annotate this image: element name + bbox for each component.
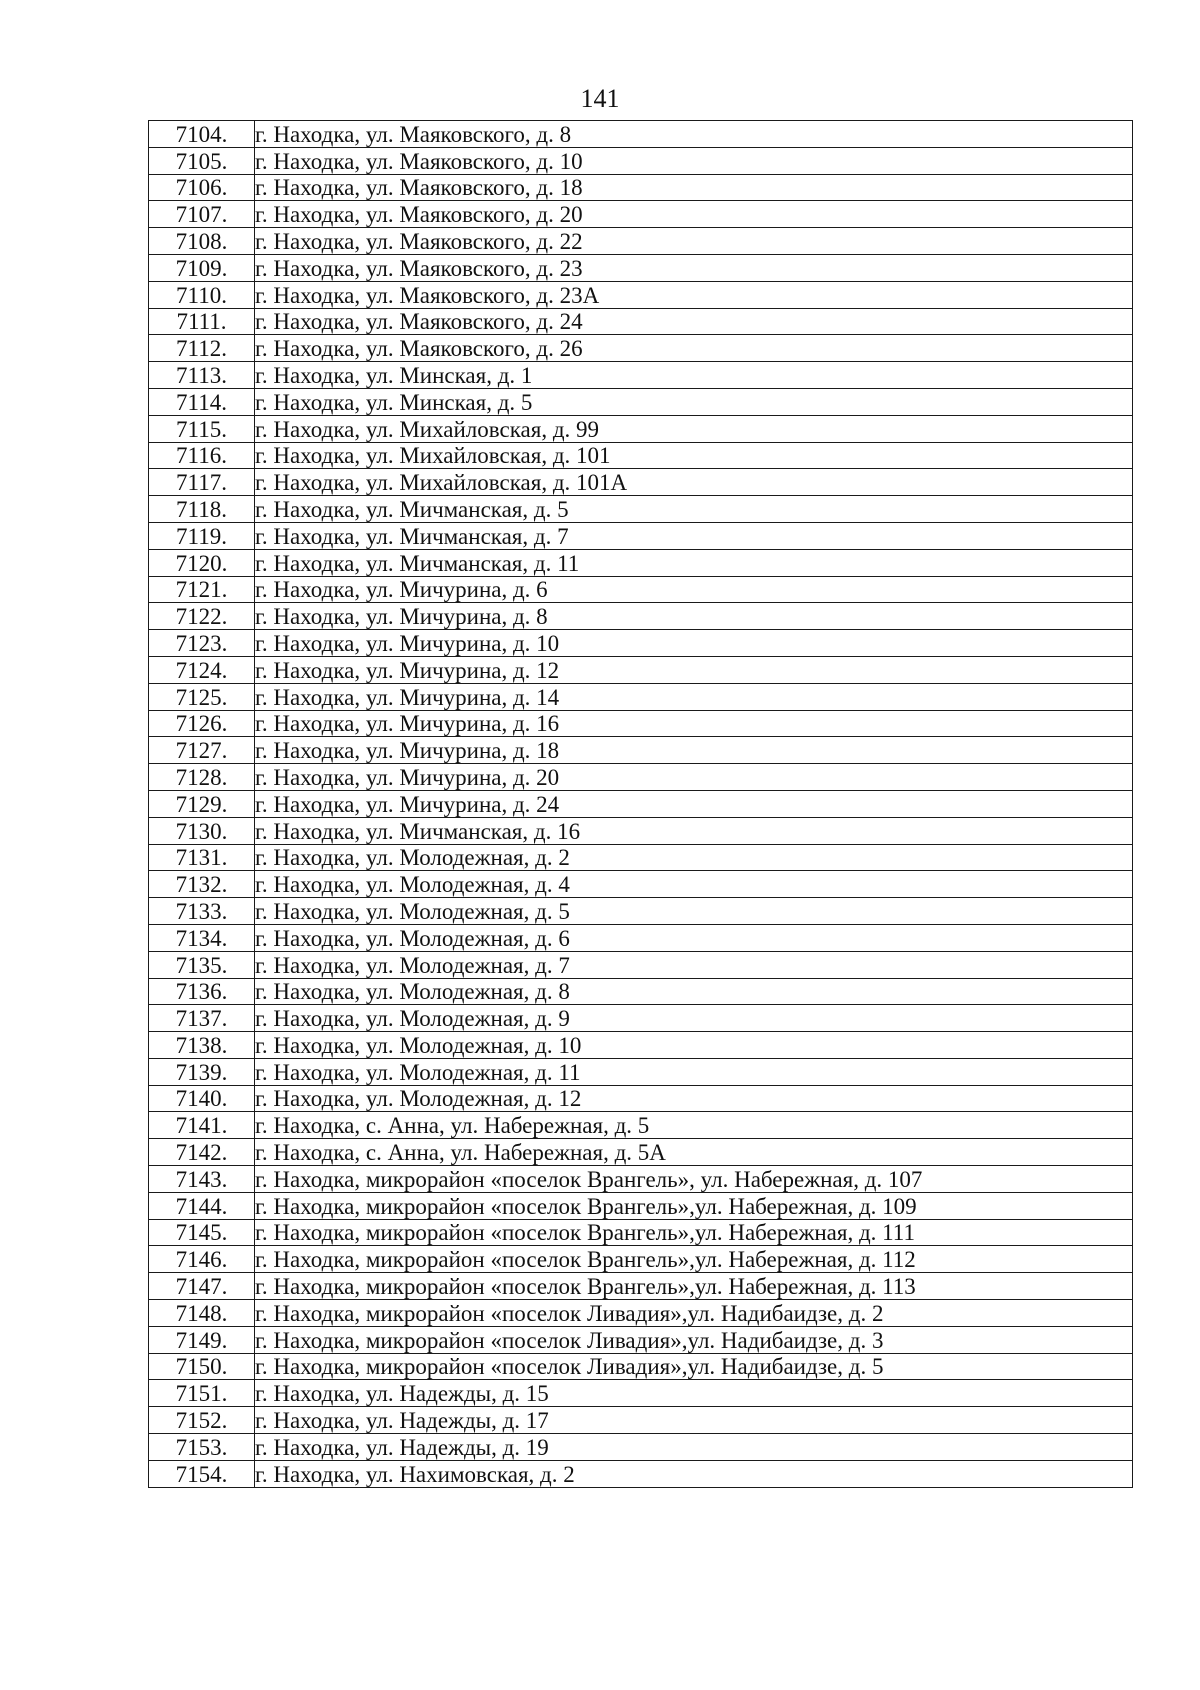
row-address: г. Находка, ул. Молодежная, д. 12: [255, 1085, 1133, 1112]
row-address: г. Находка, ул. Михайловская, д. 101: [255, 442, 1133, 469]
row-number: 7104.: [149, 121, 255, 148]
table-row: [149, 1166, 1133, 1193]
row-number: 7130.: [149, 817, 255, 844]
table-row: [149, 1460, 1133, 1487]
row-address: г. Находка, микрорайон «поселок Ливадия»,ул. Надибаидзе, д. 3: [255, 1326, 1133, 1353]
table-row: [149, 388, 1133, 415]
table-row: [149, 656, 1133, 683]
row-address: г. Находка, ул. Мичурина, д. 8: [255, 603, 1133, 630]
row-number: 7144.: [149, 1192, 255, 1219]
table-row: [149, 871, 1133, 898]
row-address: г. Находка, ул. Мичурина, д. 10: [255, 630, 1133, 657]
row-number: 7124.: [149, 656, 255, 683]
table-row: [149, 469, 1133, 496]
table-row: [149, 1192, 1133, 1219]
row-number: 7140.: [149, 1085, 255, 1112]
row-address: г. Находка, микрорайон «поселок Врангель»,ул. Набережная, д. 113: [255, 1273, 1133, 1300]
row-number: 7149.: [149, 1326, 255, 1353]
row-number: 7148.: [149, 1300, 255, 1327]
table-row: [149, 174, 1133, 201]
row-number: 7122.: [149, 603, 255, 630]
row-number: 7142.: [149, 1139, 255, 1166]
row-number: 7125.: [149, 683, 255, 710]
row-number: 7107.: [149, 201, 255, 228]
row-number: 7120.: [149, 549, 255, 576]
table-row: [149, 817, 1133, 844]
table-row: [149, 1112, 1133, 1139]
page-number: 141: [580, 84, 620, 113]
row-address: г. Находка, ул. Надежды, д. 19: [255, 1434, 1133, 1461]
table-row: [149, 281, 1133, 308]
row-number: 7131.: [149, 844, 255, 871]
row-address: г. Находка, ул. Молодежная, д. 6: [255, 924, 1133, 951]
table-row: [149, 362, 1133, 389]
row-address: г. Находка, ул. Минская, д. 1: [255, 362, 1133, 389]
row-address: г. Находка, ул. Мичурина, д. 6: [255, 576, 1133, 603]
row-number: 7147.: [149, 1273, 255, 1300]
row-number: 7143.: [149, 1166, 255, 1193]
table-row: [149, 549, 1133, 576]
row-address: г. Находка, ул. Мичурина, д. 14: [255, 683, 1133, 710]
row-address: г. Находка, ул. Михайловская, д. 101А: [255, 469, 1133, 496]
row-number: 7111.: [149, 308, 255, 335]
row-address: г. Находка, ул. Молодежная, д. 8: [255, 978, 1133, 1005]
row-number: 7118.: [149, 496, 255, 523]
row-address: г. Находка, ул. Маяковского, д. 22: [255, 228, 1133, 255]
row-number: 7151.: [149, 1380, 255, 1407]
table-row: [149, 1353, 1133, 1380]
table-row: [149, 1380, 1133, 1407]
row-number: 7116.: [149, 442, 255, 469]
table-row: [149, 790, 1133, 817]
address-table: [148, 120, 1133, 1488]
table-row: [149, 254, 1133, 281]
table-row: [149, 1139, 1133, 1166]
row-number: 7113.: [149, 362, 255, 389]
row-number: 7135.: [149, 951, 255, 978]
table-row: [149, 1085, 1133, 1112]
row-address: г. Находка, микрорайон «поселок Ливадия»,ул. Надибаидзе, д. 2: [255, 1300, 1133, 1327]
row-number: 7115.: [149, 415, 255, 442]
row-address: г. Находка, микрорайон «поселок Ливадия»,ул. Надибаидзе, д. 5: [255, 1353, 1133, 1380]
table-row: [149, 603, 1133, 630]
row-address: г. Находка, микрорайон «поселок Врангель»,ул. Набережная, д. 111: [255, 1219, 1133, 1246]
row-address: г. Находка, ул. Молодежная, д. 5: [255, 898, 1133, 925]
table-row: [149, 522, 1133, 549]
row-number: 7139.: [149, 1058, 255, 1085]
row-address: г. Находка, ул. Мичурина, д. 16: [255, 710, 1133, 737]
table-row: [149, 1300, 1133, 1327]
table-row: [149, 335, 1133, 362]
row-address: г. Находка, с. Анна, ул. Набережная, д. 5: [255, 1112, 1133, 1139]
row-address: г. Находка, микрорайон «поселок Врангель»,ул. Набережная, д. 109: [255, 1192, 1133, 1219]
row-number: 7146.: [149, 1246, 255, 1273]
table-row: [149, 1246, 1133, 1273]
row-address: г. Находка, ул. Нахимовская, д. 2: [255, 1460, 1133, 1487]
table-row: [149, 1005, 1133, 1032]
table-row: [149, 710, 1133, 737]
table-row: [149, 496, 1133, 523]
row-address: г. Находка, ул. Молодежная, д. 11: [255, 1058, 1133, 1085]
row-number: 7119.: [149, 522, 255, 549]
row-address: г. Находка, ул. Мичманская, д. 7: [255, 522, 1133, 549]
row-number: 7126.: [149, 710, 255, 737]
table-row: [149, 737, 1133, 764]
row-number: 7129.: [149, 790, 255, 817]
row-number: 7109.: [149, 254, 255, 281]
row-address: г. Находка, ул. Надежды, д. 15: [255, 1380, 1133, 1407]
row-number: 7112.: [149, 335, 255, 362]
row-address: г. Находка, ул. Мичурина, д. 18: [255, 737, 1133, 764]
row-address: г. Находка, ул. Маяковского, д. 10: [255, 147, 1133, 174]
table-row: [149, 924, 1133, 951]
row-number: 7117.: [149, 469, 255, 496]
row-number: 7145.: [149, 1219, 255, 1246]
row-number: 7123.: [149, 630, 255, 657]
table-row: [149, 442, 1133, 469]
row-address: г. Находка, ул. Молодежная, д. 9: [255, 1005, 1133, 1032]
row-number: 7134.: [149, 924, 255, 951]
table-row: [149, 576, 1133, 603]
row-address: г. Находка, ул. Молодежная, д. 10: [255, 1032, 1133, 1059]
row-number: 7133.: [149, 898, 255, 925]
address-table-body: [149, 121, 1133, 1488]
row-address: г. Находка, ул. Маяковского, д. 26: [255, 335, 1133, 362]
row-number: 7105.: [149, 147, 255, 174]
row-number: 7128.: [149, 764, 255, 791]
row-address: г. Находка, ул. Маяковского, д. 18: [255, 174, 1133, 201]
row-address: г. Находка, ул. Маяковского, д. 24: [255, 308, 1133, 335]
row-address: г. Находка, ул. Надежды, д. 17: [255, 1407, 1133, 1434]
table-row: [149, 898, 1133, 925]
row-number: 7154.: [149, 1460, 255, 1487]
table-row: [149, 1058, 1133, 1085]
row-address: г. Находка, ул. Мичманская, д. 11: [255, 549, 1133, 576]
row-number: 7114.: [149, 388, 255, 415]
table-row: [149, 147, 1133, 174]
row-address: г. Находка, ул. Маяковского, д. 23А: [255, 281, 1133, 308]
row-address: г. Находка, ул. Маяковского, д. 20: [255, 201, 1133, 228]
row-address: г. Находка, ул. Молодежная, д. 4: [255, 871, 1133, 898]
table-row: [149, 121, 1133, 148]
row-address: г. Находка, микрорайон «поселок Врангель», ул. Набережная, д. 107: [255, 1166, 1133, 1193]
table-row: [149, 415, 1133, 442]
row-number: 7127.: [149, 737, 255, 764]
row-number: 7121.: [149, 576, 255, 603]
row-number: 7108.: [149, 228, 255, 255]
row-address: г. Находка, ул. Мичурина, д. 24: [255, 790, 1133, 817]
row-number: 7138.: [149, 1032, 255, 1059]
table-row: [149, 1219, 1133, 1246]
row-number: 7132.: [149, 871, 255, 898]
table-row: [149, 978, 1133, 1005]
row-address: г. Находка, микрорайон «поселок Врангель»,ул. Набережная, д. 112: [255, 1246, 1133, 1273]
table-row: [149, 1407, 1133, 1434]
row-address: г. Находка, ул. Минская, д. 5: [255, 388, 1133, 415]
table-row: [149, 1273, 1133, 1300]
row-number: 7141.: [149, 1112, 255, 1139]
table-row: [149, 1032, 1133, 1059]
row-number: 7106.: [149, 174, 255, 201]
row-number: 7110.: [149, 281, 255, 308]
row-address: г. Находка, ул. Мичурина, д. 12: [255, 656, 1133, 683]
row-number: 7150.: [149, 1353, 255, 1380]
row-address: г. Находка, ул. Молодежная, д. 2: [255, 844, 1133, 871]
table-row: [149, 630, 1133, 657]
row-address: г. Находка, ул. Мичманская, д. 5: [255, 496, 1133, 523]
table-row: [149, 683, 1133, 710]
table-row: [149, 764, 1133, 791]
table-row: [149, 308, 1133, 335]
row-address: г. Находка, ул. Маяковского, д. 23: [255, 254, 1133, 281]
row-address: г. Находка, ул. Маяковского, д. 8: [255, 121, 1133, 148]
row-address: г. Находка, ул. Михайловская, д. 99: [255, 415, 1133, 442]
row-address: г. Находка, ул. Мичурина, д. 20: [255, 764, 1133, 791]
row-address: г. Находка, ул. Мичманская, д. 16: [255, 817, 1133, 844]
row-address: г. Находка, ул. Молодежная, д. 7: [255, 951, 1133, 978]
table-row: [149, 1434, 1133, 1461]
table-row: [149, 201, 1133, 228]
row-number: 7137.: [149, 1005, 255, 1032]
row-address: г. Находка, с. Анна, ул. Набережная, д. 5А: [255, 1139, 1133, 1166]
table-row: [149, 228, 1133, 255]
table-row: [149, 1326, 1133, 1353]
row-number: 7153.: [149, 1434, 255, 1461]
row-number: 7136.: [149, 978, 255, 1005]
table-row: [149, 844, 1133, 871]
table-row: [149, 951, 1133, 978]
row-number: 7152.: [149, 1407, 255, 1434]
